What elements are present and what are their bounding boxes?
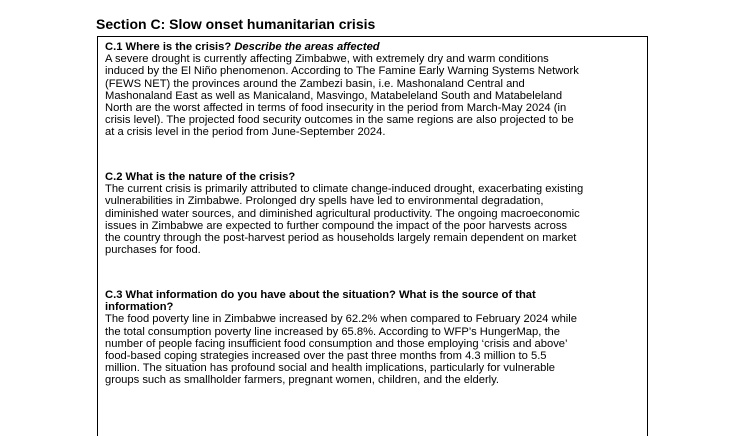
c2-line: purchases for food. xyxy=(105,244,201,257)
section-title: Section C: Slow onset humanitarian crisis xyxy=(96,16,376,32)
c2-line: diminished water sources, and diminished agricultural productivity. The ongoing macroeconomic xyxy=(105,207,580,220)
c3-line: The food poverty line in Zimbabwe increased by 62.2% when compared to February 2024 while xyxy=(105,313,577,326)
c3-line: food-based coping strategies increased over the past three months from 4.3 million to 5.5 xyxy=(105,350,547,363)
c1-question-emphasis: Describe the areas affected xyxy=(234,41,380,53)
c3-line: number of people facing insufficient food consumption and those employing ‘crisis and above’ xyxy=(105,337,568,350)
c1-line: (FEWS NET) the provinces around the Zambezi basin, i.e. Mashonaland Central and xyxy=(105,77,525,90)
c2-line: vulnerabilities in Zimbabwe. Prolonged dry spells have led to environmental degradation, xyxy=(105,195,544,208)
c1-line: A severe drought is currently affecting Zimbabwe, with extremely dry and warm conditions xyxy=(105,53,549,66)
c1-line: induced by the El Niño phenomenon. According to The Famine Early Warning Systems Network xyxy=(105,65,579,78)
c2-question: C.2 What is the nature of the crisis? xyxy=(105,171,296,183)
c3-line: groups such as smallholder farmers, pregnant women, children, and the elderly. xyxy=(105,374,500,387)
c1-line: Mashonaland East as well as Manicaland, Masvingo, Matabeleland South and Matabeleland xyxy=(105,89,563,102)
c1-question-text: C.1 Where is the crisis? xyxy=(105,41,232,53)
content-box xyxy=(97,36,648,436)
c1-block xyxy=(105,41,645,139)
c3-line: the total consumption poverty line increased by 65.8%. According to WFP’s HungerMap, the xyxy=(105,325,560,338)
c1-line: North are the worst affected in terms of food insecurity in the period from March-May 2024 (in xyxy=(105,102,567,115)
c3-question: C.3 What information do you have about the situation? What is the source of that xyxy=(105,289,536,301)
c1-line: at a crisis level in the period from June-September 2024. xyxy=(105,126,386,139)
c2-line: the country through the post-harvest period as households largely remain dependent on market xyxy=(105,232,577,245)
c3-block xyxy=(105,289,645,387)
c2-line: issues in Zimbabwe are expected to further compound the impact of the poor harvests across xyxy=(105,219,568,232)
c3-line: million. The situation has profound social and health implications, particularly for vulnerable xyxy=(105,362,556,375)
c2-line: The current crisis is primarily attributed to climate change-induced drought, exacerbating existing xyxy=(105,183,584,196)
c1-question xyxy=(105,41,645,53)
c2-block xyxy=(105,171,645,256)
c1-line: crisis level). The projected food security outcomes in the same regions are also projected to be xyxy=(105,114,574,127)
c3-question: information? xyxy=(105,301,174,314)
